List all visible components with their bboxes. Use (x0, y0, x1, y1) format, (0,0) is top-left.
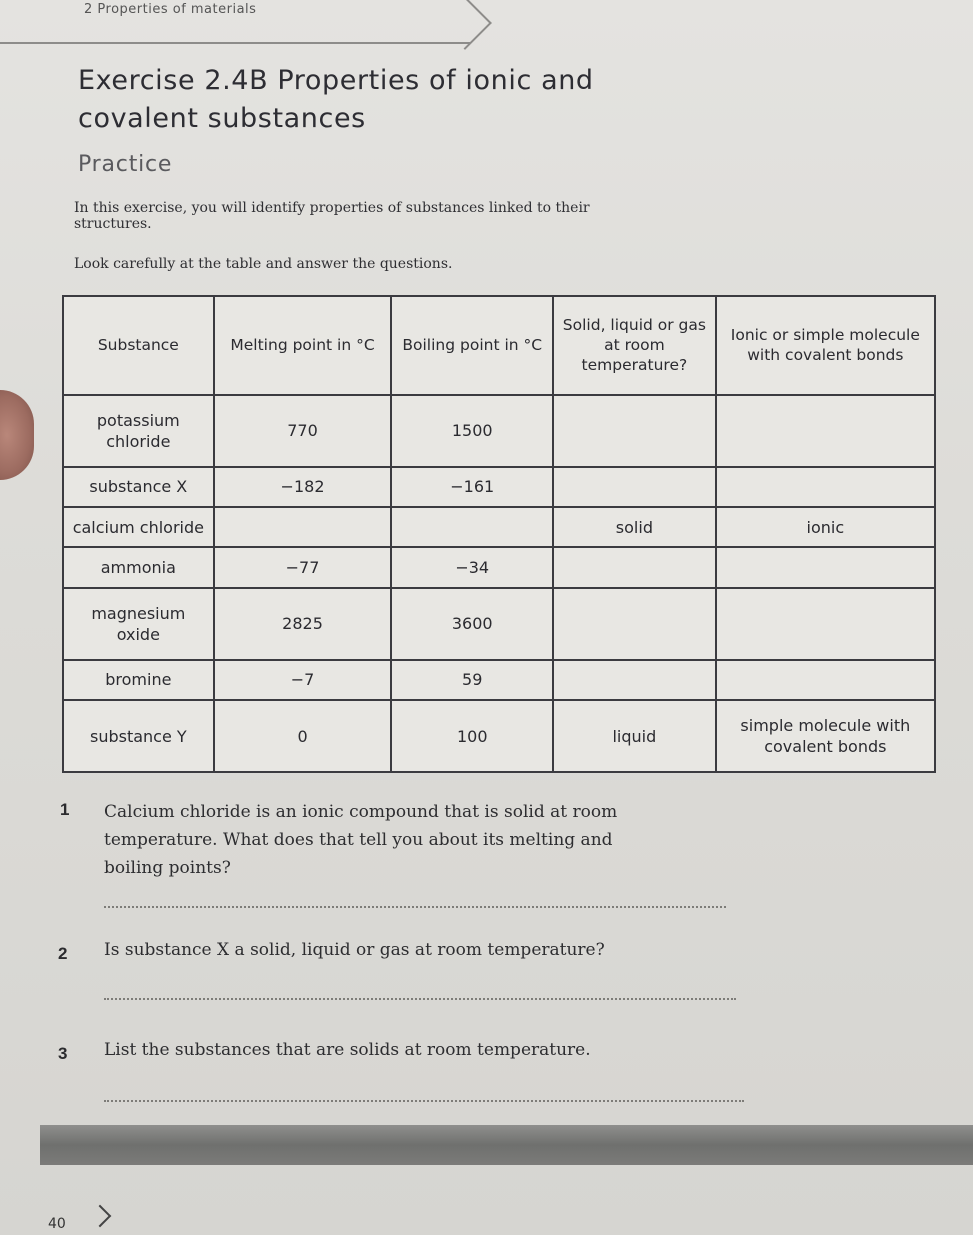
cell-bond[interactable] (716, 547, 935, 587)
cell-melting: −7 (214, 660, 392, 700)
cell-melting: 770 (214, 395, 392, 467)
table-row (63, 467, 935, 507)
question-text: List the substances that are solids at room temperature. (104, 1040, 591, 1060)
cell-bond[interactable] (716, 467, 935, 507)
cell-substance: magnesium oxide (63, 588, 214, 660)
cell-boiling: 59 (391, 660, 553, 700)
cell-boiling: −161 (391, 467, 553, 507)
table-header-row (63, 296, 935, 395)
cell-substance: substance Y (63, 700, 214, 772)
cell-state[interactable] (553, 588, 716, 660)
exercise-title: Exercise 2.4B Properties of ionic and covalent substances (78, 65, 594, 134)
header-boiling-point: Boiling point in °C (391, 296, 553, 395)
question-text: Is substance X a solid, liquid or gas at room temperature? (104, 940, 605, 960)
cell-substance: substance X (63, 467, 214, 507)
table-row (63, 395, 935, 467)
thumb-photo-artifact (0, 390, 34, 480)
cell-state[interactable] (553, 547, 716, 587)
cell-melting[interactable] (214, 507, 392, 547)
chevron-right-icon (89, 1205, 112, 1228)
cell-bond: ionic (716, 507, 935, 547)
section-label: 2 Properties of materials (84, 2, 257, 17)
question-number: 3 (58, 1044, 68, 1063)
answer-line[interactable] (104, 998, 736, 1000)
footer-band (40, 1125, 973, 1165)
table-row (63, 507, 935, 547)
section-tab (0, 0, 470, 44)
question-number: 2 (58, 944, 68, 963)
cell-bond[interactable] (716, 395, 935, 467)
cell-state[interactable] (553, 395, 716, 467)
answer-line[interactable] (104, 1100, 744, 1102)
table-row (63, 700, 935, 772)
cell-boiling: 1500 (391, 395, 553, 467)
table-row (63, 588, 935, 660)
cell-melting: 2825 (214, 588, 392, 660)
question-number: 1 (60, 800, 70, 819)
cell-melting: 0 (214, 700, 392, 772)
cell-boiling: 3600 (391, 588, 553, 660)
cell-state: solid (553, 507, 716, 547)
cell-state[interactable] (553, 467, 716, 507)
question-text: Calcium chloride is an ionic compound that is solid at room temperature. What does that tell you about its melting and boiling points? (104, 802, 618, 878)
cell-state: liquid (553, 700, 716, 772)
cell-melting: −182 (214, 467, 392, 507)
cell-bond[interactable] (716, 588, 935, 660)
cell-bond: simple molecule with covalent bonds (716, 700, 935, 772)
properties-table (62, 295, 936, 773)
cell-substance: calcium chloride (63, 507, 214, 547)
answer-line[interactable] (104, 906, 726, 908)
header-substance: Substance (63, 296, 214, 395)
practice-heading: Practice (78, 152, 173, 177)
cell-substance: potassium chloride (63, 395, 214, 467)
cell-boiling[interactable] (391, 507, 553, 547)
cell-bond[interactable] (716, 660, 935, 700)
cell-boiling: −34 (391, 547, 553, 587)
cell-substance: bromine (63, 660, 214, 700)
page-number: 40 (48, 1216, 66, 1232)
intro-text: In this exercise, you will identify properties of substances linked to their structures. (74, 200, 590, 232)
cell-substance: ammonia (63, 547, 214, 587)
table-row (63, 660, 935, 700)
cell-melting: −77 (214, 547, 392, 587)
instruction-text: Look carefully at the table and answer the questions. (74, 256, 453, 272)
table-row (63, 547, 935, 587)
header-melting-point: Melting point in °C (214, 296, 392, 395)
cell-boiling: 100 (391, 700, 553, 772)
header-bond-type: Ionic or simple molecule with covalent bonds (716, 296, 935, 395)
cell-state[interactable] (553, 660, 716, 700)
header-state: Solid, liquid or gas at room temperature? (553, 296, 716, 395)
